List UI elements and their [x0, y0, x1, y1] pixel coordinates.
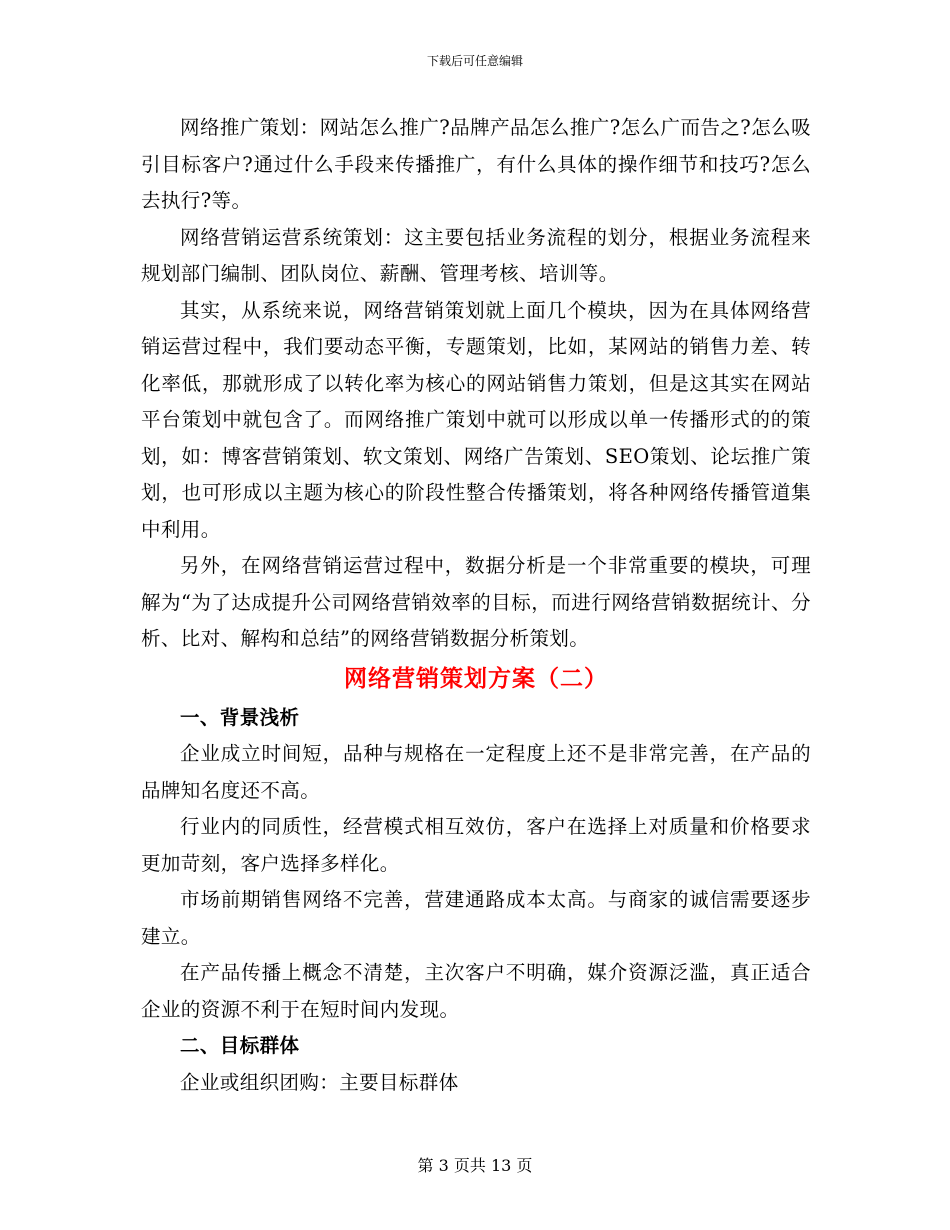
section-title: 网络营销策划方案（二） — [344, 664, 608, 692]
document-body — [141, 110, 811, 1101]
paragraph-background-3: 市场前期销售网络不完善，营建通路成本太高。与商家的诚信需要逐步建立。 — [141, 888, 811, 948]
heading-target-group: 二、目标群体 — [180, 1034, 300, 1057]
paragraph-target-group-1: 企业或组织团购：主要目标群体 — [180, 1070, 459, 1094]
paragraph-background-1: 企业成立时间短，品种与规格在一定程度上还不是非常完善，在产品的品牌知名度还不高。 — [141, 742, 811, 802]
paragraph-background-4: 在产品传播上概念不清楚，主次客户不明确，媒介资源泛滥，真正适合企业的资源不利于在短时间内发现。 — [141, 961, 811, 1021]
page-header: 下载后可任意编辑 — [426, 54, 523, 68]
paragraph-data-analysis: 另外，在网络营销运营过程中，数据分析是一个非常重要的模块，可理解为“为了达成提升公司网络营销效率的目标，而进行网络营销数据统计、分析、比对、解构和总结”的网络营销数据分析策划。 — [141, 554, 811, 650]
paragraph-system-modules: 其实，从系统来说，网络营销策划就上面几个模块，因为在具体网络营销运营过程中，我们要动态平衡，专题策划，比如，某网站的销售力差、转化率低，那就形成了以转化率为核心的网站销售力策划，但是这其实在网站平台策划中就包含了。而网络推广策划中就可以形成以单一传播形式的的策划，如：博客营销策划、软文策划、网络广告策划、SEO策划、论坛推广策划，也可形成以主题为核心的阶段性整合传播策划，将各种网络传播管道集中利用。 — [141, 298, 811, 541]
paragraph-network-promotion: 网络推广策划：网站怎么推广?品牌产品怎么推广?怎么广而告之?怎么吸引目标客户?通过什么手段来传播推广，有什么具体的操作细节和技巧?怎么去执行?等。 — [141, 116, 811, 212]
heading-background: 一、背景浅析 — [180, 705, 300, 729]
paragraph-background-2: 行业内的同质性，经营模式相互效仿，客户在选择上对质量和价格要求更加苛刻，客户选择多样化。 — [141, 815, 811, 875]
page-footer: 第 3 页共 13 页 — [417, 1156, 533, 1175]
paragraph-operations-system: 网络营销运营系统策划：这主要包括业务流程的划分，根据业务流程来规划部门编制、团队岗位、薪酬、管理考核、培训等。 — [141, 225, 811, 285]
